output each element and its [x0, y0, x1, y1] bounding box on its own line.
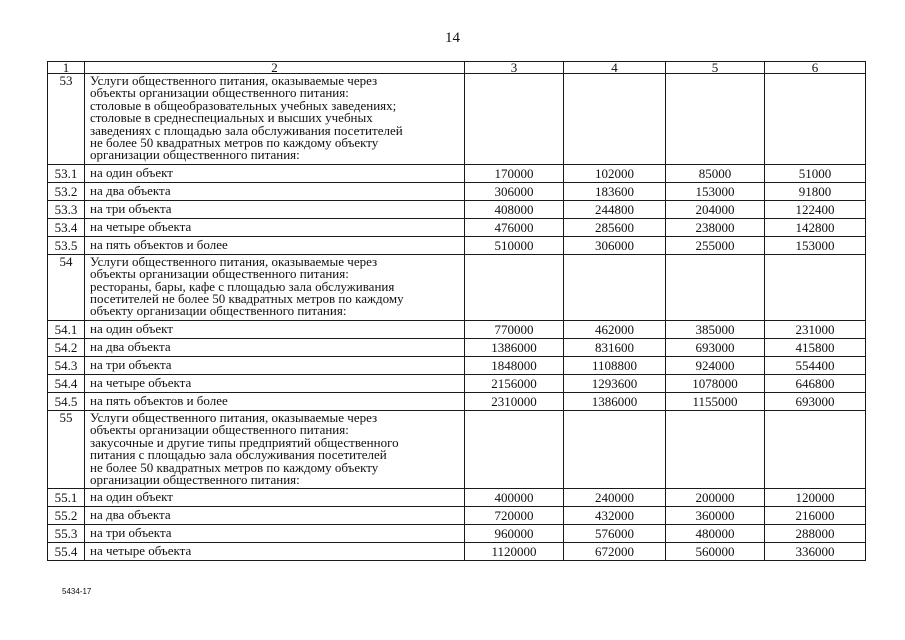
row-number: 54.2: [48, 338, 85, 356]
value-cell: 1293600: [564, 374, 666, 392]
value-cell: 720000: [465, 507, 564, 525]
section-description-line: объекты организации общественного питания:: [90, 266, 349, 282]
row-number: 53.2: [48, 182, 85, 200]
row-label: на два объекта: [85, 182, 465, 200]
value-cell: 336000: [765, 543, 866, 561]
value-cell: 693000: [666, 338, 765, 356]
table-row: [48, 182, 866, 200]
section-description-line: заведениях с площадью зала обслуживания посетителей: [90, 122, 403, 138]
value-cell: 554400: [765, 356, 866, 374]
row-label: на четыре объекта: [85, 374, 465, 392]
value-cell: 85000: [666, 164, 765, 182]
row-label: на три объекта: [85, 356, 465, 374]
column-number-header: 4: [564, 62, 666, 74]
value-cell: 142800: [765, 218, 866, 236]
value-cell: 2310000: [465, 392, 564, 410]
section-description-line: объекты организации общественного питания:: [90, 422, 349, 438]
row-number: 55.1: [48, 489, 85, 507]
section-number: 54: [48, 254, 85, 320]
table-row: [48, 543, 866, 561]
section-row: [48, 254, 866, 320]
section-description: [85, 254, 465, 320]
table-body: [48, 62, 866, 561]
value-cell: 153000: [765, 236, 866, 254]
table-row: [48, 320, 866, 338]
value-cell: 240000: [564, 489, 666, 507]
value-cell: 560000: [666, 543, 765, 561]
value-cell: 432000: [564, 507, 666, 525]
empty-cell: [666, 254, 765, 320]
value-cell: 831600: [564, 338, 666, 356]
row-label: на три объекта: [85, 200, 465, 218]
value-cell: 1386000: [564, 392, 666, 410]
section-number: 53: [48, 74, 85, 165]
row-number: 54.3: [48, 356, 85, 374]
value-cell: 102000: [564, 164, 666, 182]
section-description-line: организации общественного питания:: [90, 147, 300, 163]
value-cell: 360000: [666, 507, 765, 525]
empty-cell: [465, 74, 564, 165]
value-cell: 288000: [765, 525, 866, 543]
row-label: на четыре объекта: [85, 218, 465, 236]
table-row: [48, 164, 866, 182]
empty-cell: [564, 410, 666, 488]
value-cell: 1108800: [564, 356, 666, 374]
value-cell: 153000: [666, 182, 765, 200]
section-description-line: Услуги общественного питания, оказываемые через: [90, 73, 378, 88]
column-number-header: 6: [765, 62, 866, 74]
column-number-header: 3: [465, 62, 564, 74]
row-number: 53.1: [48, 164, 85, 182]
section-description-line: рестораны, бары, кафе с площадью зала обслуживания: [90, 278, 395, 294]
value-cell: 231000: [765, 320, 866, 338]
empty-cell: [765, 254, 866, 320]
row-label: на пять объектов и более: [85, 236, 465, 254]
value-cell: 693000: [765, 392, 866, 410]
column-number-header: 5: [666, 62, 765, 74]
section-description-line: объекту организации общественного питания:: [90, 303, 347, 319]
section-description-line: объекты организации общественного питания:: [90, 85, 349, 101]
value-cell: 415800: [765, 338, 866, 356]
row-label: на три объекта: [85, 525, 465, 543]
row-label: на четыре объекта: [85, 543, 465, 561]
table-row: [48, 218, 866, 236]
row-label: на два объекта: [85, 338, 465, 356]
column-number-header-row: [48, 62, 866, 74]
row-number: 55.4: [48, 543, 85, 561]
value-cell: 462000: [564, 320, 666, 338]
value-cell: 1386000: [465, 338, 564, 356]
value-cell: 924000: [666, 356, 765, 374]
section-description-line: столовые в общеобразовательных учебных заведениях;: [90, 97, 397, 113]
value-cell: 285600: [564, 218, 666, 236]
row-label: на пять объектов и более: [85, 392, 465, 410]
value-cell: 408000: [465, 200, 564, 218]
value-cell: 476000: [465, 218, 564, 236]
table-row: [48, 489, 866, 507]
value-cell: 1155000: [666, 392, 765, 410]
section-description: [85, 74, 465, 165]
section-description-line: Услуги общественного питания, оказываемые через: [90, 409, 378, 425]
empty-cell: [765, 74, 866, 165]
value-cell: 306000: [564, 236, 666, 254]
row-number: 54.5: [48, 392, 85, 410]
row-label: на один объект: [85, 164, 465, 182]
column-number-header: 2: [85, 62, 465, 74]
table-row: [48, 236, 866, 254]
value-cell: 216000: [765, 507, 866, 525]
value-cell: 1078000: [666, 374, 765, 392]
value-cell: 480000: [666, 525, 765, 543]
empty-cell: [666, 74, 765, 165]
column-number-header: 1: [48, 62, 85, 74]
row-number: 55.2: [48, 507, 85, 525]
section-description: [85, 410, 465, 488]
row-number: 54.4: [48, 374, 85, 392]
empty-cell: [465, 254, 564, 320]
table-row: [48, 338, 866, 356]
value-cell: 672000: [564, 543, 666, 561]
value-cell: 170000: [465, 164, 564, 182]
value-cell: 244800: [564, 200, 666, 218]
row-label: на один объект: [85, 320, 465, 338]
section-description-line: не более 50 квадратных метров по каждому объекту: [90, 135, 379, 151]
section-description-line: закусочные и другие типы предприятий общественного: [90, 434, 399, 450]
value-cell: 576000: [564, 525, 666, 543]
value-cell: 770000: [465, 320, 564, 338]
row-number: 53.4: [48, 218, 85, 236]
footer-document-code: 5434-17: [62, 587, 92, 596]
value-cell: 1848000: [465, 356, 564, 374]
section-description-line: Услуги общественного питания, оказываемые через: [90, 253, 378, 269]
value-cell: 1120000: [465, 543, 564, 561]
value-cell: 510000: [465, 236, 564, 254]
section-row: [48, 74, 866, 165]
empty-cell: [666, 410, 765, 488]
page-number: 14: [445, 30, 460, 46]
value-cell: 204000: [666, 200, 765, 218]
value-cell: 255000: [666, 236, 765, 254]
value-cell: 385000: [666, 320, 765, 338]
tariff-table: [47, 61, 866, 561]
value-cell: 122400: [765, 200, 866, 218]
empty-cell: [765, 410, 866, 488]
row-number: 55.3: [48, 525, 85, 543]
table-row: [48, 356, 866, 374]
value-cell: 51000: [765, 164, 866, 182]
empty-cell: [465, 410, 564, 488]
value-cell: 183600: [564, 182, 666, 200]
empty-cell: [564, 254, 666, 320]
table-row: [48, 507, 866, 525]
row-number: 54.1: [48, 320, 85, 338]
value-cell: 2156000: [465, 374, 564, 392]
value-cell: 400000: [465, 489, 564, 507]
value-cell: 646800: [765, 374, 866, 392]
value-cell: 120000: [765, 489, 866, 507]
section-description-line: не более 50 квадратных метров по каждому объекту: [90, 459, 379, 475]
section-number: 55: [48, 410, 85, 488]
value-cell: 91800: [765, 182, 866, 200]
row-label: на два объекта: [85, 507, 465, 525]
section-description-line: питания с площадью зала обслуживания посетителей: [90, 447, 387, 463]
section-description-line: столовые в среднеспециальных и высших учебных: [90, 110, 373, 126]
row-number: 53.3: [48, 200, 85, 218]
table-row: [48, 200, 866, 218]
row-label: на один объект: [85, 489, 465, 507]
value-cell: 200000: [666, 489, 765, 507]
section-description-line: организации общественного питания:: [90, 471, 300, 487]
table-row: [48, 525, 866, 543]
row-number: 53.5: [48, 236, 85, 254]
value-cell: 238000: [666, 218, 765, 236]
table-row: [48, 392, 866, 410]
empty-cell: [564, 74, 666, 165]
table-row: [48, 374, 866, 392]
value-cell: 306000: [465, 182, 564, 200]
section-description-line: посетителей не более 50 квадратных метров по каждому: [90, 291, 404, 307]
section-row: [48, 410, 866, 488]
value-cell: 960000: [465, 525, 564, 543]
